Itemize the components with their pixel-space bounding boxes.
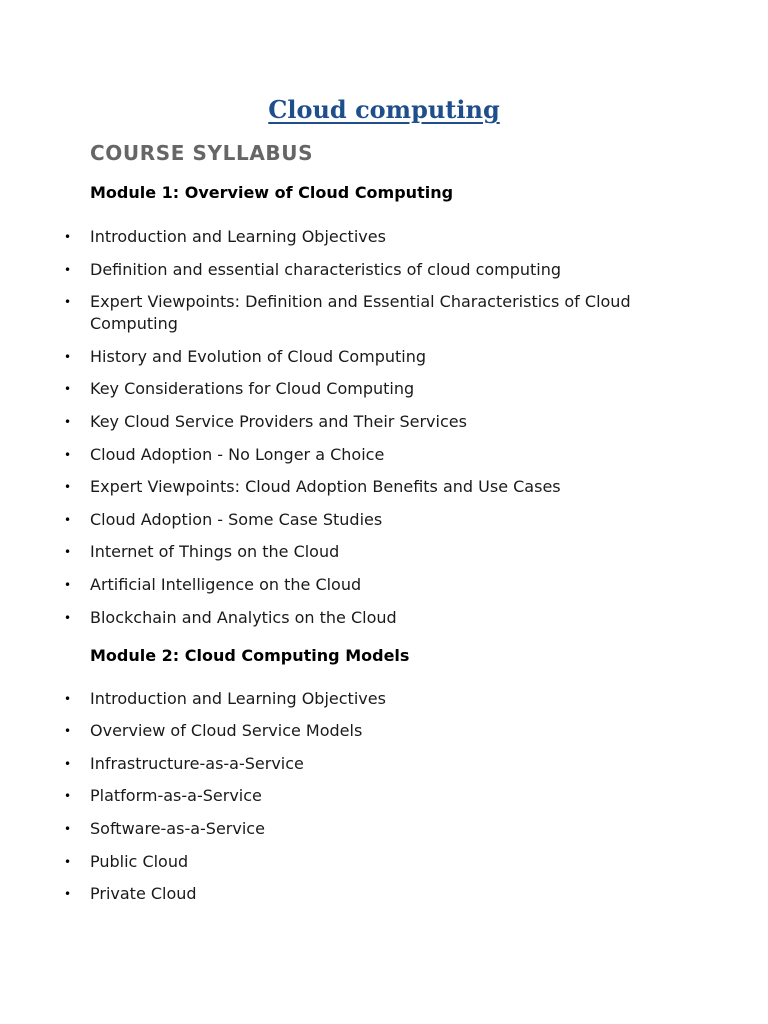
list-item [0,291,690,335]
module-1-heading: Module 1: Overview of Cloud Computing [90,183,454,202]
bullet-icon: • [64,295,72,310]
list-item [0,346,690,368]
list-item [0,818,690,840]
bullet-icon: • [64,854,72,869]
bullet-icon: • [64,887,72,902]
bullet-icon: • [64,577,72,592]
bullet-icon: • [64,262,72,277]
list-item [0,444,690,466]
list-item-text: Expert Viewpoints: Definition and Essential Characteristics of Cloud Computing [90,292,631,334]
module-2-item-list [0,688,768,906]
bullet-icon: • [64,480,72,495]
list-item [0,851,690,873]
list-item [0,226,690,248]
list-item-text: Blockchain and Analytics on the Cloud [90,607,397,627]
list-item [0,509,690,531]
list-item [0,411,690,433]
bullet-icon: • [64,512,72,527]
list-item-text: Internet of Things on the Cloud [90,542,340,562]
bullet-icon: • [64,610,72,625]
list-item-text: Infrastructure-as-a-Service [90,753,304,773]
list-item [0,378,690,400]
list-item [0,785,690,807]
list-item-text: Introduction and Learning Objectives [90,227,386,246]
list-item-text: Cloud Adoption - Some Case Studies [90,509,383,529]
list-item [0,720,690,742]
list-item [0,259,690,281]
bullet-icon: • [64,230,72,244]
list-item-text: Overview of Cloud Service Models [90,721,363,741]
list-item-text: Key Considerations for Cloud Computing [90,379,415,399]
bullet-icon: • [64,382,72,397]
bullet-icon: • [64,545,72,560]
list-item [0,476,690,498]
list-item [0,541,690,563]
module-2-heading: Module 2: Cloud Computing Models [90,645,410,665]
list-item [0,883,690,905]
syllabus-subtitle: COURSE SYLLABUS [90,141,314,165]
list-item-text: Artificial Intelligence on the Cloud [90,574,362,594]
bullet-icon: • [64,349,72,364]
list-item-text: Public Cloud [90,851,189,871]
list-item-text: Platform-as-a-Service [90,786,262,806]
bullet-icon: • [64,821,72,836]
list-item [0,753,690,775]
list-item-text: Private Cloud [90,884,197,904]
list-item-text: Key Cloud Service Providers and Their Services [90,411,467,431]
bullet-icon: • [64,756,72,771]
list-item-text: Software-as-a-Service [90,818,265,838]
list-item-text: Cloud Adoption - No Longer a Choice [90,444,385,464]
bullet-icon: • [64,789,72,804]
list-item-text: Introduction and Learning Objectives [90,688,386,708]
bullet-icon: • [64,447,72,462]
bullet-icon: • [64,414,72,429]
list-item [0,607,690,629]
list-item [0,688,690,710]
document-title: Cloud computing [268,95,500,124]
list-item-text: History and Evolution of Cloud Computing [90,346,427,366]
module-1-item-list [0,226,768,629]
bullet-icon: • [64,691,72,706]
list-item [0,574,690,596]
list-item-text: Definition and essential characteristics of cloud computing [90,259,562,279]
list-item-text: Expert Viewpoints: Cloud Adoption Benefits and Use Cases [90,477,561,497]
bullet-icon: • [64,724,72,739]
